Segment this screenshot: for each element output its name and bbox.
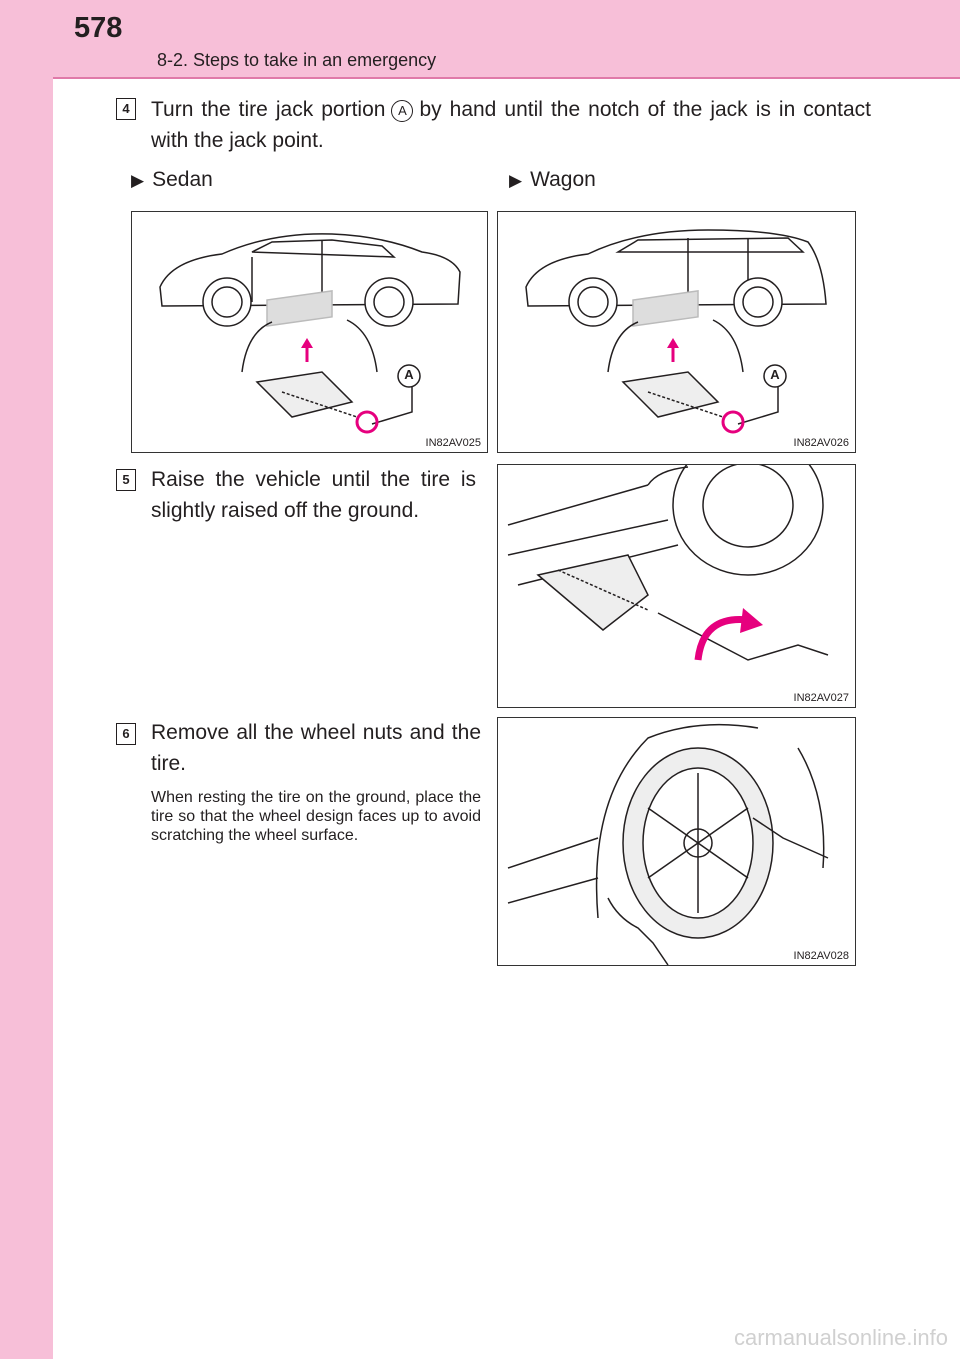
- step-5-badge: 5: [116, 469, 136, 491]
- remove-figure-code: IN82AV028: [793, 950, 849, 962]
- step-6-badge: 6: [116, 723, 136, 745]
- step-4-badge: 4: [116, 98, 136, 120]
- step-4-text: [151, 94, 871, 156]
- triangle-right-icon: ▶: [509, 171, 523, 190]
- section-title: 8-2. Steps to take in an emergency: [157, 50, 437, 70]
- variant-wagon-label: [509, 168, 596, 192]
- wagon-figure-code: IN82AV026: [793, 437, 849, 449]
- sedan-jack-illustration: [132, 212, 487, 452]
- variant-sedan-text: Sedan: [152, 168, 213, 191]
- top-color-band: [0, 0, 960, 77]
- step-6-text: Remove all the wheel nuts and the tire.: [151, 721, 481, 775]
- wagon-callout-a: A: [770, 367, 780, 382]
- step-6-note: When resting the tire on the ground, place the tire so that the wheel design faces up to avoid scratching the wheel surface.: [151, 789, 481, 844]
- sedan-jack-figure: [131, 211, 488, 453]
- raise-figure-code: IN82AV027: [793, 692, 849, 704]
- triangle-right-icon: ▶: [131, 171, 145, 190]
- wagon-jack-figure: [497, 211, 856, 453]
- raise-vehicle-illustration: [498, 465, 855, 707]
- raise-vehicle-figure: [497, 464, 856, 708]
- step-4-text-after: by hand until the notch of the jack is in contact with the jack point.: [151, 98, 871, 152]
- callout-a-marker: A: [391, 100, 413, 122]
- variant-sedan-label: [131, 168, 213, 192]
- header-rule: [53, 77, 960, 79]
- side-color-band: [0, 0, 53, 1359]
- wagon-jack-illustration: [498, 212, 855, 452]
- remove-tire-figure: [497, 717, 856, 966]
- watermark: carmanualsonline.info: [733, 1325, 948, 1350]
- remove-tire-illustration: [498, 718, 855, 965]
- sedan-figure-code: IN82AV025: [425, 437, 481, 449]
- step-5-text: Raise the vehicle until the tire is slightly raised off the ground.: [151, 468, 476, 522]
- page-number: 578: [74, 12, 123, 44]
- sedan-callout-a: A: [404, 367, 414, 382]
- variant-wagon-text: Wagon: [530, 168, 596, 191]
- step-4-text-before: Turn the tire jack portion: [151, 98, 386, 121]
